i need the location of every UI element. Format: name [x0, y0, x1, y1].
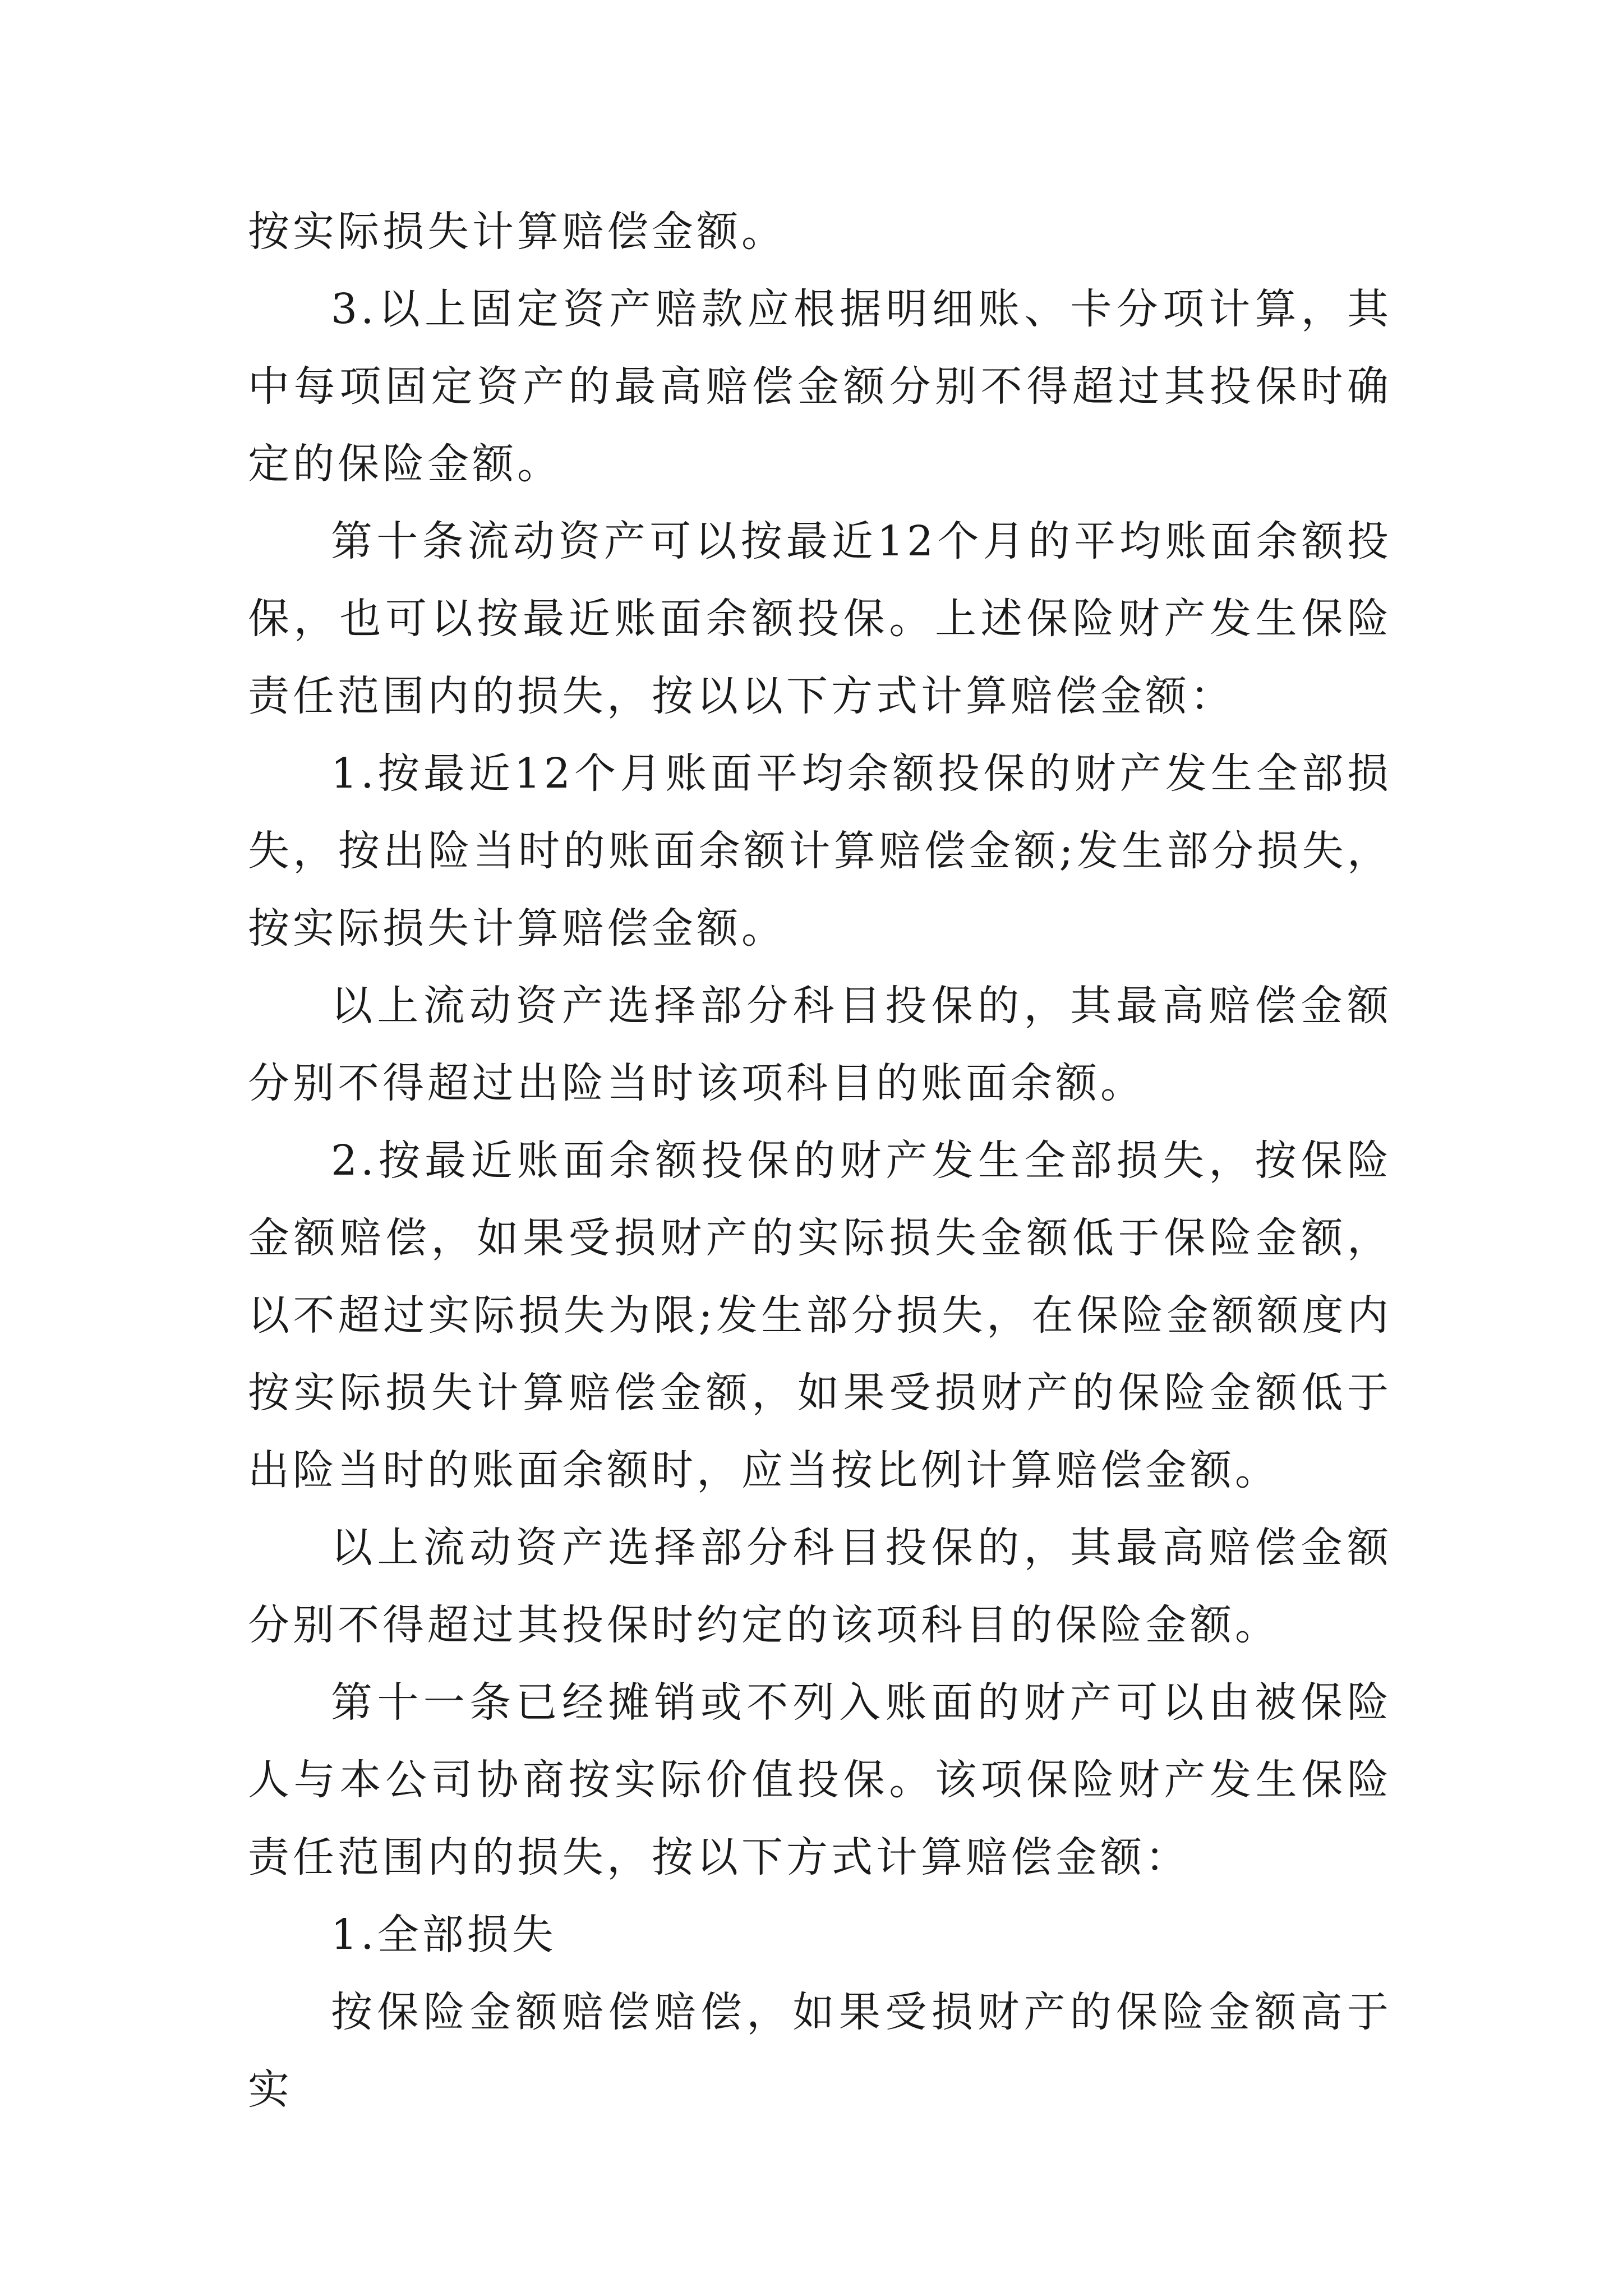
- paragraph-current-assets-item-1: 1.按最近12个月账面平均余额投保的财产发生全部损失，按出险当时的账面余额计算赔偿金额;发生部分损失，按实际损失计算赔偿金额。: [248, 749, 1392, 953]
- paragraph-continuation: 按实际损失计算赔偿金额。: [248, 208, 786, 256]
- paragraph-article-10: 第十条流动资产可以按最近12个月的平均账面余额投保，也可以按最近账面余额投保。上述保险财产发生保险责任范围内的损失，按以以下方式计算赔偿金额：: [248, 517, 1392, 720]
- document-body: [248, 193, 1392, 2128]
- paragraph-current-assets-note-2: 以上流动资产选择部分科目投保的，其最高赔偿金额分别不得超过其投保时约定的该项科目的保险金额。: [248, 1524, 1392, 1649]
- paragraph-article-11: 第十一条已经摊销或不列入账面的财产可以由被保险人与本公司协商按实际价值投保。该项保险财产发生保险责任范围内的损失，按以下方式计算赔偿金额：: [248, 1678, 1392, 1881]
- paragraph-fixed-assets-item-3: 3.以上固定资产赔款应根据明细账、卡分项计算，其中每项固定资产的最高赔偿金额分别不得超过其投保时确定的保险金额。: [248, 285, 1392, 488]
- paragraph-total-loss-text: 按保险金额赔偿赔偿，如果受损财产的保险金额高于实: [248, 1988, 1392, 2114]
- paragraph-total-loss-heading: 1.全部损失: [331, 1911, 557, 1959]
- paragraph-current-assets-note-1: 以上流动资产选择部分科目投保的，其最高赔偿金额分别不得超过出险当时该项科目的账面余额。: [248, 982, 1392, 1107]
- paragraph-current-assets-item-2: 2.按最近账面余额投保的财产发生全部损失，按保险金额赔偿，如果受损财产的实际损失金额低于保险金额，以不超过实际损失为限;发生部分损失，在保险金额额度内按实际损失计算赔偿金额，如果受损财产的保险金额低于出险当时的账面余额时，应当按比例计算赔偿金额。: [248, 1137, 1392, 1494]
